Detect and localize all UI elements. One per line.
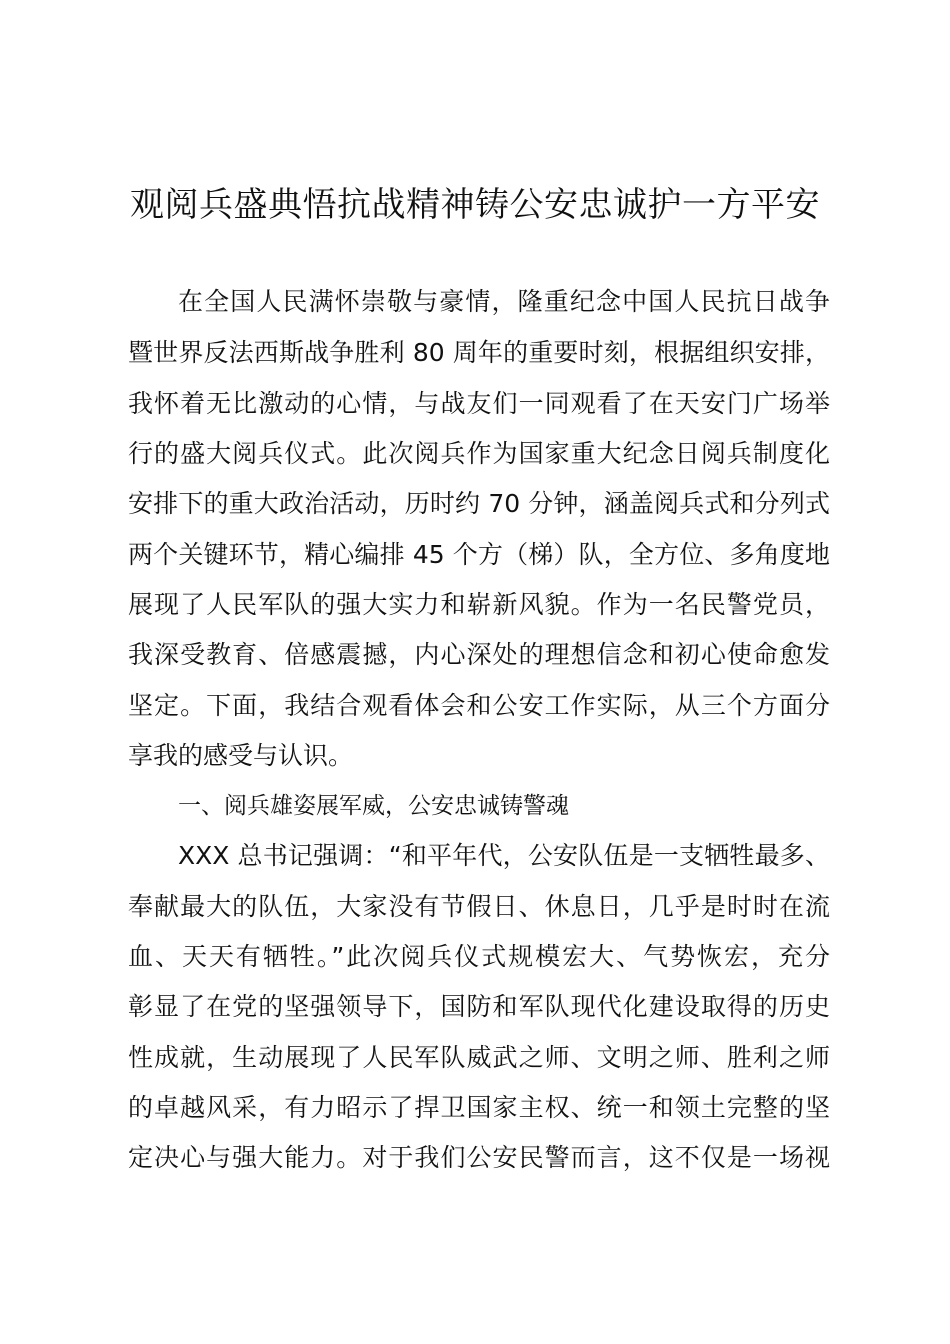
paragraph-line: 展现了人民军队的强大实力和崭新风貌。作为一名民警党员， [128,590,830,619]
section-heading: 一、阅兵雄姿展军威，公安忠诚铸警魂 [178,793,569,819]
paragraph-line: 行的盛大阅兵仪式。此次阅兵作为国家重大纪念日阅兵制度化 [128,439,830,468]
paragraph-line: 的卓越风采，有力昭示了捍卫国家主权、统一和领土完整的坚 [128,1093,830,1122]
paragraph-line: 奉献最大的队伍，大家没有节假日、休息日，几乎是时时在流 [128,892,830,921]
paragraph-line: 在全国人民满怀崇敬与豪情，隆重纪念中国人民抗日战争 [178,287,830,316]
paragraph-line: 我怀着无比激动的心情，与战友们一同观看了在天安门广场举 [128,389,830,418]
paragraph-line: 定决心与强大能力。对于我们公安民警而言，这不仅是一场视 [128,1143,830,1172]
paragraph-line: 我深受教育、倍感震撼，内心深处的理想信念和初心使命愈发 [128,640,830,669]
paragraph-line: 两个关键环节，精心编排 45 个方（梯）队，全方位、多角度地 [128,540,830,569]
paragraph-line: XXX 总书记强调：“和平年代，公安队伍是一支牺牲最多、 [178,841,830,870]
paragraph-line: 性成就，生动展现了人民军队威武之师、文明之师、胜利之师 [128,1043,830,1072]
paragraph-line: 享我的感受与认识。 [128,741,354,770]
document-title: 观阅兵盛典悟抗战精神铸公安忠诚护一方平安 [130,185,820,225]
paragraph-line: 血、天天有牺牲。”此次阅兵仪式规模宏大、气势恢宏，充分 [128,942,830,971]
paragraph-line: 坚定。下面，我结合观看体会和公安工作实际，从三个方面分 [128,691,830,720]
paragraph-line: 安排下的重大政治活动，历时约 70 分钟，涵盖阅兵式和分列式 [128,489,830,518]
paragraph-line: 彰显了在党的坚强领导下，国防和军队现代化建设取得的历史 [128,992,830,1021]
paragraph-line: 暨世界反法西斯战争胜利 80 周年的重要时刻，根据组织安排， [128,338,830,367]
